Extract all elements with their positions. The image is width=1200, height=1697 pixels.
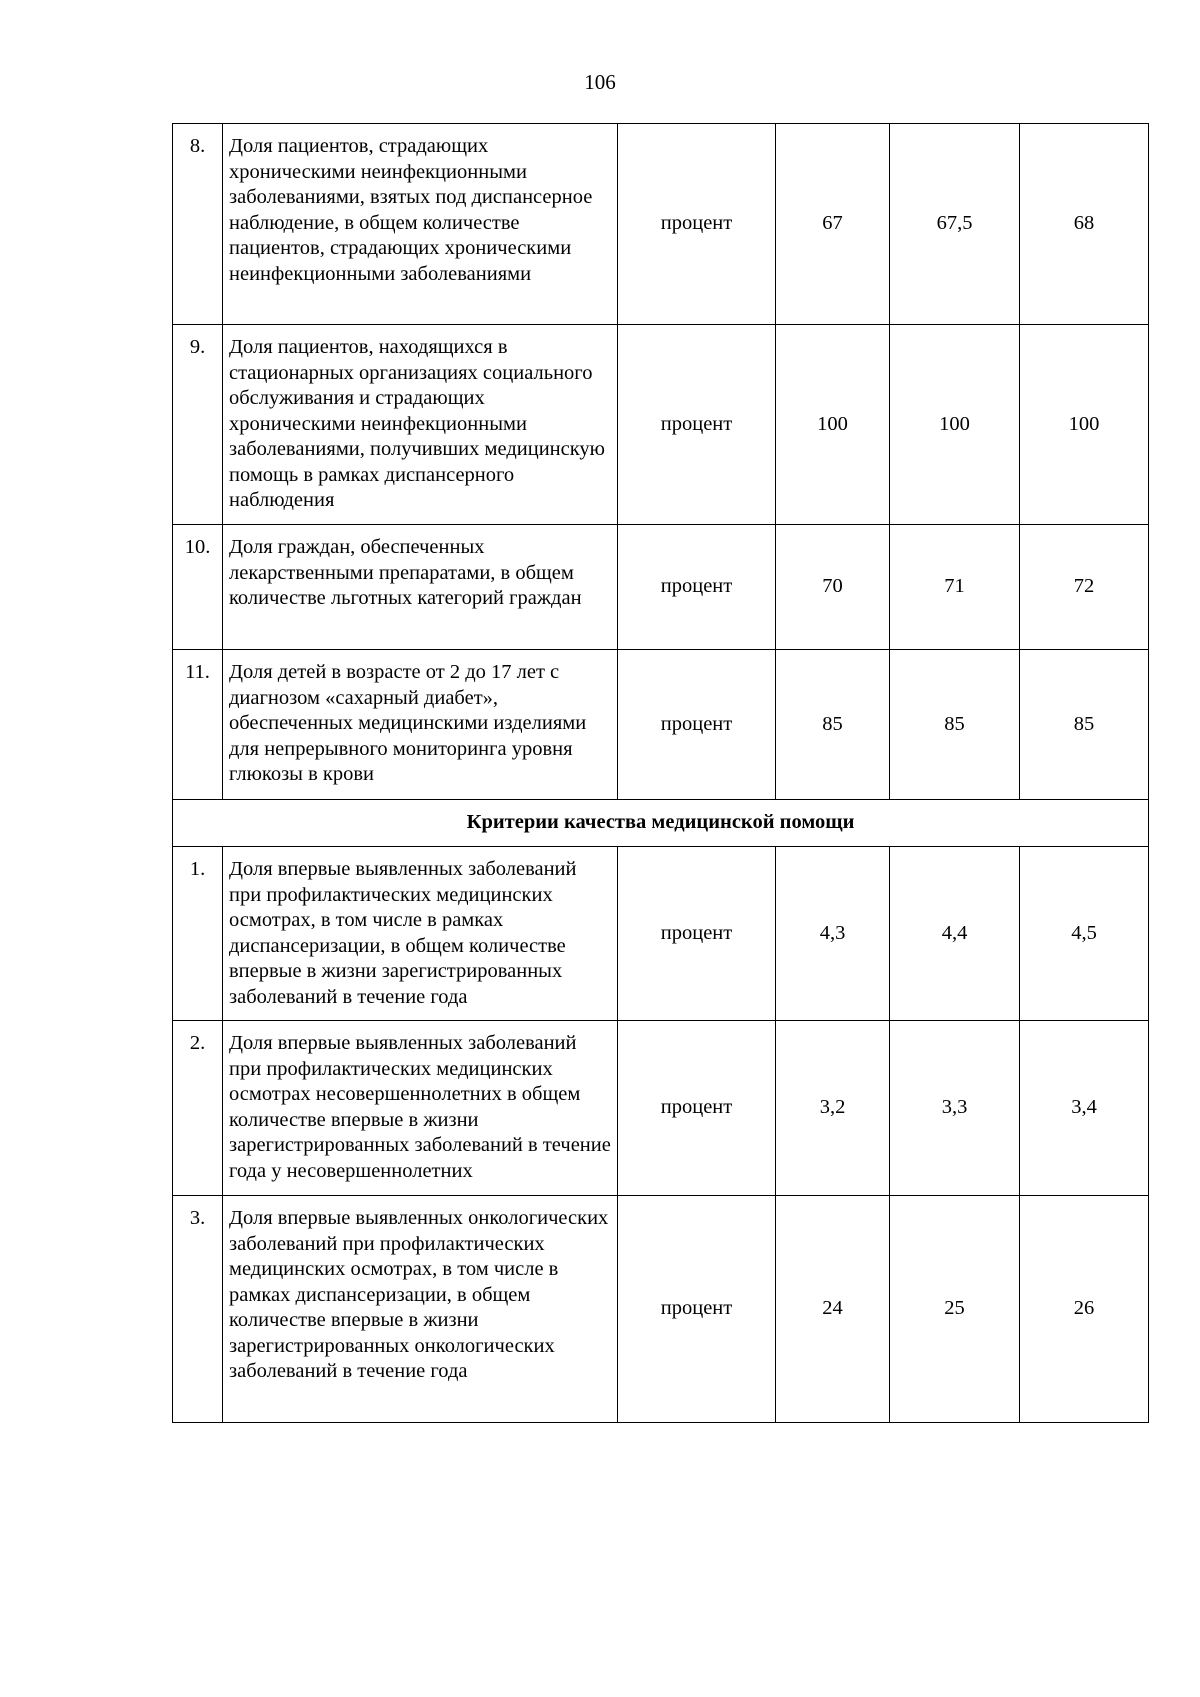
unit-cell: процент — [618, 1196, 776, 1423]
value-cell: 100 — [776, 325, 890, 525]
value-cell: 85 — [890, 650, 1020, 800]
indicator-name: Доля пациентов, находящихся в стационарных организациях социального обслуживания и страдающих хроническими неинфекционными заболеваниями, получивших медицинскую помощь в рамках диспансерного наблюдения — [223, 325, 618, 525]
indicator-name: Доля впервые выявленных заболеваний при профилактических медицинских осмотрах несовершеннолетних в общем количестве впервые в жизни зарегистрированных заболеваний в течение года у несовершеннолетних — [223, 1021, 618, 1196]
table-row — [173, 124, 1149, 325]
indicator-name: Доля детей в возрасте от 2 до 17 лет с диагнозом «сахарный диабет», обеспеченных медицинскими изделиями для непрерывного мониторинга уровня глюкозы в крови — [223, 650, 618, 800]
indicator-name: Доля граждан, обеспеченных лекарственными препаратами, в общем количестве льготных категорий граждан — [223, 525, 618, 650]
value-cell: 100 — [890, 325, 1020, 525]
value-cell: 4,3 — [776, 847, 890, 1021]
value-cell: 100 — [1020, 325, 1149, 525]
value-cell: 26 — [1020, 1196, 1149, 1423]
value-cell: 3,4 — [1020, 1021, 1149, 1196]
table-row — [173, 1021, 1149, 1196]
indicator-name: Доля впервые выявленных онкологических заболеваний при профилактических медицинских осмотрах, в том числе в рамках диспансеризации, в общем количестве впервые в жизни зарегистрированных онкологических заболеваний в течение года — [223, 1196, 618, 1423]
unit-cell: процент — [618, 847, 776, 1021]
row-number: 10. — [173, 525, 223, 650]
unit-cell: процент — [618, 650, 776, 800]
value-cell: 72 — [1020, 525, 1149, 650]
value-cell: 67,5 — [890, 124, 1020, 325]
indicator-name: Доля впервые выявленных заболеваний при профилактических медицинских осмотрах, в том числе в рамках диспансеризации, в общем количестве впервые в жизни зарегистрированных заболеваний в течение года — [223, 847, 618, 1021]
row-number: 1. — [173, 847, 223, 1021]
row-number: 3. — [173, 1196, 223, 1423]
section-row — [173, 800, 1149, 847]
table-row — [173, 525, 1149, 650]
value-cell: 3,2 — [776, 1021, 890, 1196]
row-number: 9. — [173, 325, 223, 525]
unit-cell: процент — [618, 124, 776, 325]
row-number: 2. — [173, 1021, 223, 1196]
table-row — [173, 650, 1149, 800]
row-number: 11. — [173, 650, 223, 800]
value-cell: 85 — [776, 650, 890, 800]
value-cell: 4,4 — [890, 847, 1020, 1021]
unit-cell: процент — [618, 1021, 776, 1196]
criteria-table — [172, 123, 1149, 1423]
table-row — [173, 847, 1149, 1021]
value-cell: 68 — [1020, 124, 1149, 325]
value-cell: 85 — [1020, 650, 1149, 800]
table-row — [173, 325, 1149, 525]
unit-cell: процент — [618, 525, 776, 650]
page-number: 106 — [584, 70, 616, 94]
value-cell: 3,3 — [890, 1021, 1020, 1196]
value-cell: 4,5 — [1020, 847, 1149, 1021]
value-cell: 24 — [776, 1196, 890, 1423]
row-number: 8. — [173, 124, 223, 325]
value-cell: 25 — [890, 1196, 1020, 1423]
value-cell: 70 — [776, 525, 890, 650]
value-cell: 67 — [776, 124, 890, 325]
value-cell: 71 — [890, 525, 1020, 650]
section-title: Критерии качества медицинской помощи — [173, 800, 1149, 847]
table-row — [173, 1196, 1149, 1423]
indicator-name: Доля пациентов, страдающих хроническими неинфекционными заболеваниями, взятых под диспансерное наблюдение, в общем количестве пациентов, страдающих хроническими неинфекционными заболеваниями — [223, 124, 618, 325]
unit-cell: процент — [618, 325, 776, 525]
